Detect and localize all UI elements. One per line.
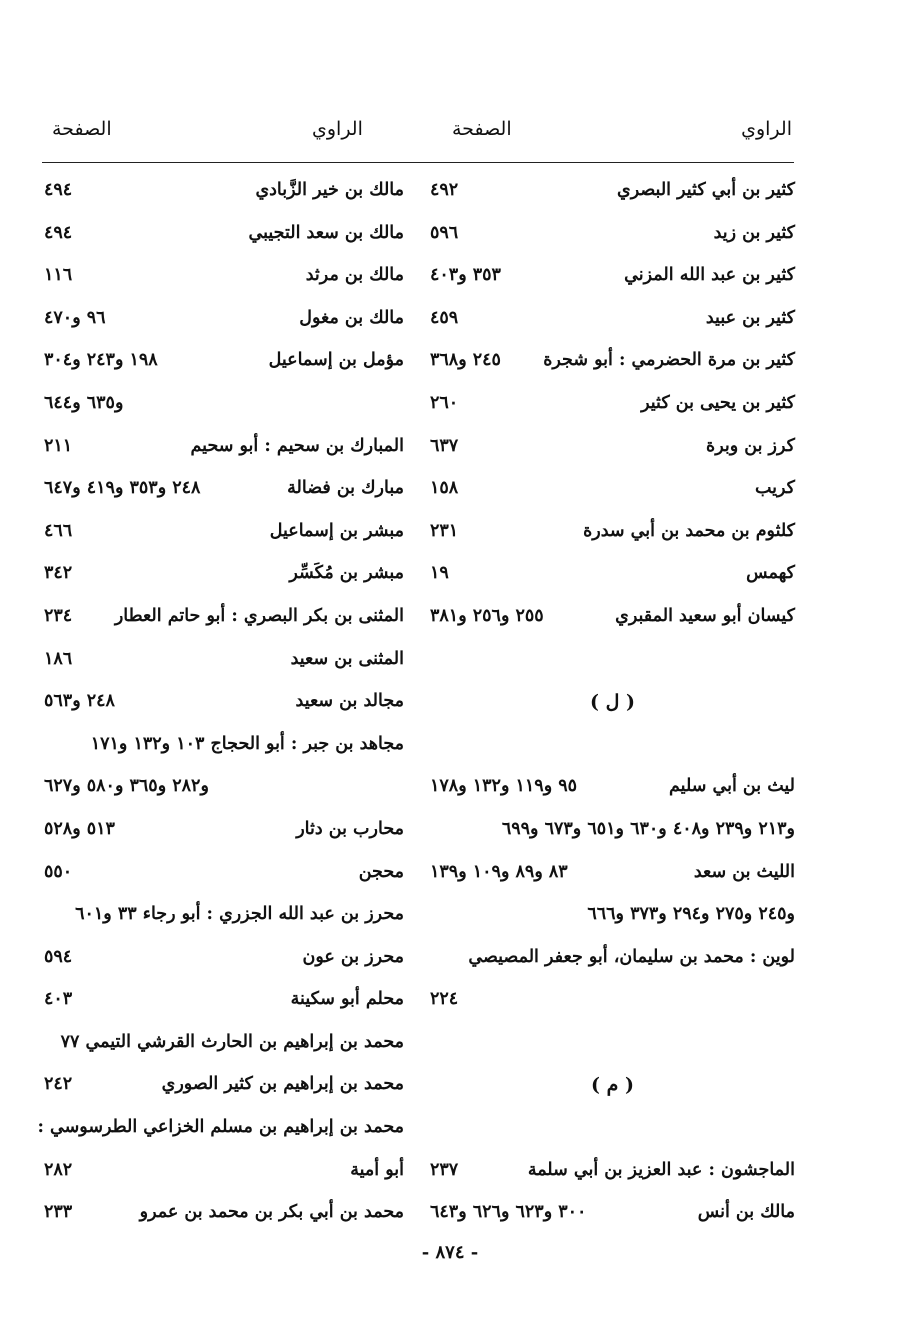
page-ref: ٤٠٣ [44, 989, 73, 1010]
narrator-name: مبارك بن فضالة [287, 478, 404, 499]
index-entry [430, 726, 795, 769]
page-ref: و٢٨٢ و٣٦٥ و٥٨٠ و٦٢٧ [44, 776, 209, 797]
page-ref: ٥٥٠ [44, 861, 73, 882]
narrator-name: كريب [754, 478, 795, 499]
page-ref: ٢٦٠ [430, 392, 459, 413]
page-ref: ١١٦ [44, 265, 73, 286]
index-entry [37, 1109, 404, 1152]
narrator-name: كثير بن يحيى بن كثير [641, 392, 795, 413]
header-narrator-right: الراوي [741, 118, 792, 140]
index-entry [430, 811, 795, 854]
index-entry [430, 300, 795, 343]
page-ref: ٨٣ و٨٩ و١٠٩ و١٣٩ [430, 861, 568, 882]
index-entry [44, 555, 404, 598]
entry-line: و٢١٣ و٢٣٩ و٤٠٨ و٦٣٠ و٦٥١ و٦٧٣ و٦٩٩ [501, 818, 795, 839]
index-entry [430, 1109, 795, 1152]
narrator-name: مجالد بن سعيد [295, 691, 404, 712]
index-entry [430, 470, 795, 513]
page-ref: ٢٣١ [430, 520, 459, 541]
entry-line: محمد بن إبراهيم بن مسلم الخزاعي الطرسوسي : [37, 1117, 404, 1138]
page-number: - ٨٧٤ - [421, 1242, 479, 1263]
index-entry [44, 257, 404, 300]
index-entry [430, 939, 795, 982]
index-entry [44, 385, 404, 428]
narrator-name: كثير بن أبي كثير البصري [617, 180, 795, 200]
index-entry [430, 1152, 795, 1195]
narrator-name: مالك بن أنس [697, 1202, 795, 1223]
index-entry [44, 683, 404, 726]
index-entry [430, 428, 795, 471]
page-ref: ٢١١ [44, 435, 73, 456]
entry-line: محرز بن عبد الله الجزري : أبو رجاء ٣٣ و٦٠١ [75, 904, 404, 925]
left-column [37, 172, 404, 1237]
index-entry [44, 726, 404, 769]
index-entry [44, 598, 404, 641]
index-entry [430, 385, 795, 428]
index-entry [44, 641, 404, 684]
narrator-name: المثنى بن سعيد [290, 648, 404, 669]
narrator-name: أبو أمية [350, 1159, 404, 1180]
header-page-right: الصفحة [452, 118, 512, 140]
page-ref: ٢٢٤ [430, 989, 459, 1010]
index-entry [430, 641, 795, 684]
narrator-name: الماجشون : عبد العزيز بن أبي سلمة [527, 1159, 795, 1180]
index-entry [44, 768, 404, 811]
page-ref: ٢٣٣ [44, 1202, 73, 1223]
entry-line: مجاهد بن جبر : أبو الحجاج ١٠٣ و١٣٢ و١٧١ [90, 733, 404, 754]
narrator-name: ليث بن أبي سليم [669, 776, 795, 797]
page-ref: ٢٤٢ [44, 1074, 73, 1095]
page-ref: ٤٩٤ [44, 222, 73, 243]
page-ref: ٢٤٨ و٥٦٣ [44, 691, 115, 712]
index-entry [44, 1194, 404, 1237]
index-entry [44, 470, 404, 513]
narrator-name: كهمس [746, 563, 795, 584]
narrator-name: كثير بن زيد [713, 222, 795, 243]
narrator-name: محجن [358, 861, 404, 882]
index-entry [430, 215, 795, 258]
index-entry [44, 215, 404, 258]
page-ref: ٢٣٤ [44, 605, 73, 626]
page-ref: ٤٩٢ [430, 180, 459, 200]
narrator-name: محمد بن إبراهيم بن كثير الصوري [161, 1074, 404, 1095]
page-ref: ١٩٨ و٢٤٣ و٣٠٤ [44, 350, 158, 371]
page-ref: ٤٦٦ [44, 520, 73, 541]
narrator-name: محلم أبو سكينة [290, 989, 404, 1010]
narrator-name: مبشر بن إسماعيل [269, 520, 404, 541]
index-entry [430, 768, 795, 811]
index-entry [430, 1024, 795, 1067]
page-ref: ٣٥٣ و٤٠٣ [430, 265, 501, 286]
narrator-name: الليث بن سعد [693, 861, 795, 882]
index-entry [430, 1194, 795, 1237]
narrator-name: مؤمل بن إسماعيل [268, 350, 404, 371]
index-entry [44, 854, 404, 897]
page-ref: ٢٥٥ و٢٥٦ و٣٨١ [430, 605, 544, 626]
narrator-name: محمد بن أبي بكر بن محمد بن عمرو [139, 1202, 404, 1223]
page-ref: و٦٣٥ و٦٤٤ [44, 392, 124, 413]
narrator-name: مالك بن مرثد [305, 265, 404, 286]
index-entry [430, 981, 795, 1024]
narrator-name: محارب بن دثار [296, 818, 404, 839]
page-ref: ٥٩٤ [44, 946, 73, 967]
index-entry [44, 1152, 404, 1195]
index-entry [430, 257, 795, 300]
narrator-name: مالك بن مغول [299, 307, 404, 328]
page-ref: ٢٤٨ و٣٥٣ و٤١٩ و٦٤٧ [44, 478, 201, 499]
page-ref: ٢٤٥ و٣٦٨ [430, 350, 501, 371]
page-ref: ١٥٨ [430, 478, 459, 499]
index-entry [44, 939, 404, 982]
section-letter: ( م ) [591, 1074, 634, 1097]
narrator-name: مالك بن خير الزَّبادي [255, 180, 404, 200]
index-entry [44, 300, 404, 343]
page-ref: ٩٦ و٤٧٠ [44, 307, 106, 328]
narrator-name: كثير بن مرة الحضرمي : أبو شجرة [543, 350, 795, 371]
index-entry [44, 342, 404, 385]
index-entry [430, 342, 795, 385]
page-ref: ١٨٦ [44, 648, 73, 669]
index-entry [44, 428, 404, 471]
page-ref: ٢٨٢ [44, 1159, 73, 1180]
narrator-name: كثير بن عبيد [705, 307, 795, 328]
page-ref: ٣٤٢ [44, 563, 73, 584]
index-entry [44, 513, 404, 556]
narrator-name: كلثوم بن محمد بن أبي سدرة [583, 520, 795, 541]
page-ref: ٤٩٤ [44, 180, 73, 200]
page-ref: ٤٥٩ [430, 307, 459, 328]
narrator-name: المبارك بن سحيم : أبو سحيم [190, 435, 404, 456]
index-entry [430, 854, 795, 897]
index-entry [44, 172, 404, 215]
narrator-name: كيسان أبو سعيد المقبري [615, 605, 795, 626]
page-ref: ٥٩٦ [430, 222, 459, 243]
header-narrator-left: الراوي [312, 118, 363, 140]
index-entry [430, 683, 795, 726]
index-entry [44, 1066, 404, 1109]
index-entry [430, 555, 795, 598]
index-entry [430, 513, 795, 556]
index-entry [44, 896, 404, 939]
index-entry [430, 172, 795, 215]
narrator-name: كثير بن عبد الله المزني [624, 265, 795, 286]
narrator-name: محرز بن عون [302, 946, 404, 967]
narrator-name: مبشر بن مُكَسِّر [289, 563, 404, 584]
page-ref: ٦٣٧ [430, 435, 459, 456]
page-ref: ١٩ [430, 563, 449, 584]
right-column [430, 172, 795, 1237]
narrator-name: المثنى بن بكر البصري : أبو حاتم العطار [114, 605, 404, 626]
narrator-name: مالك بن سعد التجيبي [248, 222, 404, 243]
entry-line: محمد بن إبراهيم بن الحارث القرشي التيمي ٧٧ [60, 1031, 404, 1052]
index-entry [430, 1066, 795, 1109]
header-page-left: الصفحة [52, 118, 112, 140]
entry-line: لوين : محمد بن سليمان، أبو جعفر المصيصي [468, 946, 795, 967]
entry-line: و٢٤٥ و٢٧٥ و٢٩٤ و٣٧٣ و٦٦٦ [587, 904, 795, 925]
page-ref: ٢٣٧ [430, 1159, 459, 1180]
index-entry [44, 811, 404, 854]
index-entry [430, 896, 795, 939]
page-ref: ٣٠٠ و٦٢٣ و٦٢٦ و٦٤٣ [430, 1202, 587, 1223]
narrator-name: كرز بن وبرة [706, 435, 795, 456]
index-entry [430, 598, 795, 641]
index-entry [44, 1024, 404, 1067]
page-ref: ٩٥ و١١٩ و١٣٢ و١٧٨ [430, 776, 578, 797]
page-ref: ٥١٣ و٥٢٨ [44, 818, 115, 839]
index-entry [44, 981, 404, 1024]
section-letter: ( ل ) [589, 691, 635, 714]
header-rule [42, 162, 794, 163]
